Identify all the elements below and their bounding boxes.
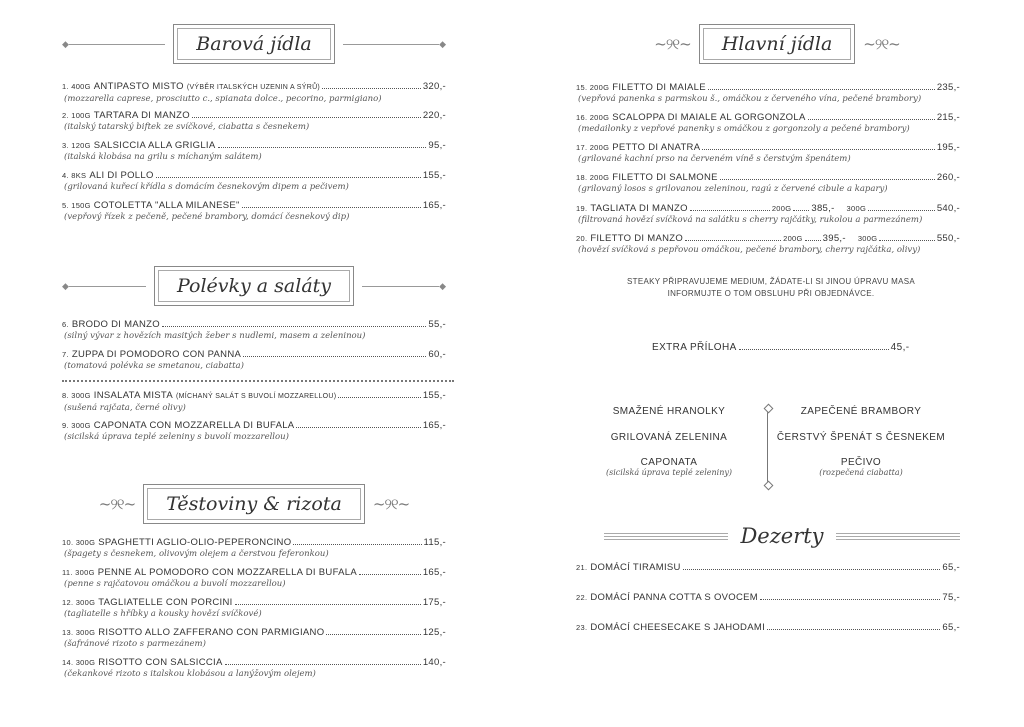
dot-leader — [683, 569, 941, 570]
side-item — [776, 457, 946, 477]
side-name: ČERSTVÝ ŠPENÁT S ČESNEKEM — [776, 432, 946, 443]
side-divider — [767, 408, 768, 486]
item-number: 15. 200G — [576, 83, 610, 92]
menu-item — [62, 567, 446, 590]
item-name: PETTO DI ANATRA — [612, 142, 701, 153]
item-price: 195,- — [936, 142, 960, 153]
item-number: 11. 300G — [62, 568, 95, 577]
item-price: 115,- — [423, 537, 446, 548]
item-price: 55,- — [428, 319, 446, 330]
item-description: (grilovaný losos s grilovanou zeleninou, ragú z červené cibule a kapary) — [578, 184, 888, 194]
item-name: RISOTTO CON SALSICCIA — [98, 657, 223, 668]
item-number: 1. 400G — [62, 82, 91, 91]
item-price: 385,- — [811, 203, 835, 214]
item-name: SALSICCIA ALLA GRIGLIA — [93, 140, 216, 151]
item-price: 395,- — [822, 233, 846, 244]
item-price: 60,- — [428, 349, 446, 360]
section-title: Polévky a saláty — [158, 270, 350, 302]
item-description: (medailonky z vepřové panenky s omáčkou z gorgonzoly a pečené brambory) — [578, 124, 910, 134]
item-price: 165,- — [422, 567, 446, 578]
item-number: 4. 8KS — [62, 171, 87, 180]
item-name: PENNE AL POMODORO CON MOZZARELLA DI BUFALA — [97, 567, 358, 578]
item-name: ZUPPA DI POMODORO CON PANNA — [71, 349, 242, 360]
item-number: 14. 300G — [62, 658, 96, 667]
swirl-ornament: ~୨୧~ — [654, 35, 691, 53]
item-price: 165,- — [422, 420, 446, 431]
menu-item — [62, 627, 446, 650]
item-number: 12. 300G — [62, 598, 96, 607]
menu-item — [576, 592, 960, 604]
item-name: CAPONATA CON MOZZARELLA DI BUFALA — [93, 420, 295, 431]
side-item — [584, 457, 754, 477]
item-price: 260,- — [936, 172, 960, 183]
item-description: (filtrovaná hovězí svíčková na salátku s cherry rajčátky, rukolou a parmezánem) — [578, 215, 923, 225]
side-name: SMAŽENÉ HRANOLKY — [612, 406, 726, 417]
dot-leader — [225, 664, 421, 665]
item-description: (grilované kachní prso na červeném víně s čerstvým špenátem) — [578, 154, 851, 164]
item-number: 21. — [576, 563, 588, 572]
dot-leader — [868, 210, 935, 211]
extra-side-dish — [652, 342, 910, 353]
text — [604, 536, 728, 537]
rule — [836, 531, 960, 542]
item-number: 3. 120G — [62, 141, 91, 150]
menu-item — [62, 110, 446, 133]
dot-leader — [760, 599, 940, 600]
swirl-ornament: ~୨୧~ — [98, 495, 136, 513]
side-dishes — [576, 406, 960, 492]
item-price: 125,- — [422, 627, 446, 638]
text: INFORMUJTE O TOM OBSLUHU PŘI OBJEDNÁVCE. — [667, 289, 875, 298]
item-name: BRODO DI MANZO — [71, 319, 160, 330]
title-frame — [143, 484, 365, 524]
menu-item — [62, 597, 446, 620]
item-name: INSALATA MISTA — [93, 390, 173, 401]
dot-leader — [296, 427, 420, 428]
text — [604, 539, 728, 540]
menu-item — [576, 203, 960, 226]
rule — [343, 44, 439, 45]
dot-leader — [162, 326, 426, 327]
swirl-ornament: ~୨୧~ — [863, 35, 900, 53]
swirl-ornament: ~୨୧~ — [372, 495, 410, 513]
item-weight: 300G — [846, 204, 867, 213]
item-number: 9. 300G — [62, 421, 91, 430]
dot-leader — [879, 240, 934, 241]
item-number: 17. 200G — [576, 143, 610, 152]
text — [836, 536, 960, 537]
section-header-barova — [62, 24, 446, 64]
item-description: (italský tatarský biftek ze svíčkové, ciabatta s česnekem) — [64, 122, 310, 132]
side-name: GRILOVANÁ ZELENINA — [610, 432, 728, 443]
text: 45,- — [890, 342, 910, 353]
item-name: FILETTO DI MANZO — [590, 233, 684, 244]
item-name: TARTARA DI MANZO — [93, 110, 190, 121]
item-description: (hovězí svíčková s pepřovou omáčkou, pečené brambory, cherry rajčátka, olivy) — [578, 245, 921, 255]
menu-item — [576, 622, 960, 634]
item-note: (VÝBĚR ITALSKÝCH UZENIN A SÝRŮ) — [186, 84, 321, 91]
dot-leader — [767, 629, 940, 630]
item-weight: 200G — [783, 234, 803, 243]
text — [836, 533, 960, 534]
item-number: 7. — [62, 350, 69, 359]
item-description: (silný vývar z hovězích masitých žeber s nudlemi, masem a zeleninou) — [64, 331, 366, 341]
dot-leader — [793, 210, 809, 211]
dot-leader — [243, 356, 426, 357]
menu-item — [62, 349, 446, 372]
menu-item — [576, 233, 960, 256]
rule — [69, 44, 165, 45]
menu-item — [62, 537, 446, 560]
dot-leader — [702, 149, 934, 150]
section-header-dezerty — [604, 524, 960, 548]
item-description: (vepřový řízek z pečeně, pečené brambory, domácí česnekový dip) — [64, 212, 350, 222]
text: STEAKY PŘIPRAVUJEME MEDIUM, ŽÁDATE-LI SI JINOU ÚPRAVU MASA — [627, 277, 915, 286]
item-number: 2. 100G — [62, 111, 91, 120]
pin-ornament: ◆ — [439, 38, 447, 49]
dot-leader — [720, 179, 935, 180]
section-title: Hlavní jídla — [703, 28, 852, 60]
item-name: DOMÁCÍ CHEESECAKE S JAHODAMI — [590, 622, 766, 633]
menu-item — [576, 172, 960, 195]
title-frame — [173, 24, 334, 64]
dot-leader — [690, 210, 770, 211]
item-price: 155,- — [422, 390, 446, 401]
item-price: 75,- — [942, 592, 960, 603]
side-name: PEČIVO — [840, 457, 882, 468]
item-number: 13. 300G — [62, 628, 96, 637]
item-number: 22. — [576, 593, 588, 602]
item-name: TAGLIATELLE CON PORCINI — [98, 597, 233, 608]
dot-leader — [242, 207, 421, 208]
menu-item — [62, 170, 446, 193]
item-weight: 200G — [771, 204, 792, 213]
item-price: 65,- — [942, 622, 960, 633]
item-number: 5. 150G — [62, 201, 91, 210]
item-description: (tomatová polévka se smetanou, ciabatta) — [64, 361, 244, 371]
section-header-testoviny — [62, 484, 446, 524]
menu-item — [576, 142, 960, 165]
dot-leader — [322, 88, 421, 89]
title-frame — [154, 266, 354, 306]
item-name: DOMÁCÍ TIRAMISU — [590, 562, 681, 573]
item-number: 18. 200G — [576, 173, 610, 182]
item-price: 235,- — [936, 82, 960, 93]
item-name: FILETTO DI SALMONE — [612, 172, 718, 183]
dot-leader — [708, 89, 935, 90]
item-name: FILETTO DI MAIALE — [612, 82, 706, 93]
item-price: 220,- — [422, 110, 446, 121]
item-description: (sušená rajčata, černé olivy) — [64, 403, 186, 413]
side-name: ZAPEČENÉ BRAMBORY — [800, 406, 922, 417]
item-price: 320,- — [422, 81, 446, 92]
item-price: 540,- — [936, 203, 960, 214]
item-description: (italská klobása na grilu s míchaným salátem) — [64, 152, 262, 162]
item-number: 6. — [62, 320, 69, 329]
dot-leader — [359, 574, 421, 575]
item-price: 215,- — [936, 112, 960, 123]
item-name: COTOLETTA "ALLA MILANESE" — [93, 200, 240, 211]
item-number: 10. 300G — [62, 538, 96, 547]
item-description: (vepřová panenka s parmskou š., omáčkou z červeného vína, pečené brambory) — [578, 94, 922, 104]
item-name: RISOTTO ALLO ZAFFERANO CON PARMIGIANO — [98, 627, 325, 638]
pin-ornament: ◆ — [62, 280, 69, 291]
menu-item — [62, 390, 446, 414]
item-description: (tagliatelle s hříbky a kousky hovězí svíčkové) — [64, 609, 262, 619]
pin-ornament: ◆ — [439, 280, 447, 291]
item-name: DOMÁCÍ PANNA COTTA S OVOCEM — [590, 592, 759, 603]
rule — [69, 286, 146, 287]
menu-item — [62, 319, 446, 342]
item-price: 155,- — [422, 170, 446, 181]
menu-item — [576, 112, 960, 135]
item-number: 23. — [576, 623, 588, 632]
item-price: 140,- — [422, 657, 446, 668]
section-header-polevky — [62, 266, 446, 306]
side-item — [776, 432, 946, 443]
side-item — [584, 406, 754, 417]
dot-leader — [293, 544, 421, 545]
dotted-separator — [62, 380, 454, 382]
title-frame — [699, 24, 856, 64]
item-price: 175,- — [422, 597, 446, 608]
item-description: (šafránové rizoto s parmezánem) — [64, 639, 206, 649]
section-title: Dezerty — [740, 524, 824, 548]
item-description: (sicilská úprava teplé zeleniny s buvolí mozzarellou) — [64, 432, 289, 442]
item-price: 165,- — [422, 200, 446, 211]
section-title: Těstoviny & rizota — [147, 488, 361, 520]
text: EXTRA PŘÍLOHA — [652, 342, 737, 353]
dot-leader — [156, 177, 421, 178]
side-description: (sicilská úprava teplé zeleniny) — [606, 468, 732, 477]
dot-leader — [326, 634, 420, 635]
item-price: 95,- — [428, 140, 446, 151]
steak-note — [616, 276, 926, 300]
rule — [604, 531, 728, 542]
section-header-hlavni — [594, 24, 960, 64]
dot-leader — [218, 147, 427, 148]
item-name: SPAGHETTI AGLIO-OLIO-PEPERONCINO — [98, 537, 292, 548]
item-number: 19. — [576, 204, 588, 213]
side-name: CAPONATA — [640, 457, 698, 468]
dot-leader — [739, 349, 889, 350]
side-item — [584, 432, 754, 443]
item-weight: 300G — [857, 234, 878, 243]
menu-item — [62, 420, 446, 443]
menu-item — [62, 657, 446, 680]
item-price: 550,- — [936, 233, 960, 244]
item-description: (penne s rajčatovou omáčkou a buvolí mozzarellou) — [64, 579, 286, 589]
dot-leader — [808, 119, 935, 120]
item-number: 8. 300G — [62, 391, 91, 400]
item-number: 16. 200G — [576, 113, 610, 122]
item-number: 20. — [576, 234, 588, 243]
dot-leader — [192, 117, 421, 118]
dot-leader — [235, 604, 421, 605]
text — [836, 539, 960, 540]
side-item — [776, 406, 946, 417]
item-name: SCALOPPA DI MAIALE AL GORGONZOLA — [612, 112, 806, 123]
dot-leader — [338, 397, 420, 398]
item-price: 65,- — [942, 562, 960, 573]
item-name: TAGLIATA DI MANZO — [590, 203, 688, 214]
menu-item — [576, 82, 960, 105]
menu-item — [62, 140, 446, 163]
dot-leader — [805, 240, 821, 241]
item-description: (grilovaná kuřecí křídla s domácím česnekovým dipem a pečivem) — [64, 182, 349, 192]
pin-ornament: ◆ — [62, 38, 69, 49]
menu-item — [62, 200, 446, 223]
item-description: (mozzarella caprese, prosciutto c., spianata dolce., pecorino, parmigiano) — [64, 94, 382, 104]
item-description: (špagety s česnekem, olivovým olejem a čerstvou feferonkou) — [64, 549, 329, 559]
section-title: Barová jídla — [177, 28, 330, 60]
item-description: (čekankové rizoto s italskou klobásou a lanýžovým olejem) — [64, 669, 316, 679]
menu-item — [576, 562, 960, 574]
item-name: ANTIPASTO MISTO — [93, 81, 184, 92]
side-description: (rozpečená ciabatta) — [819, 468, 903, 477]
menu-item — [62, 81, 446, 105]
text — [604, 533, 728, 534]
rule — [362, 286, 439, 287]
dot-leader — [685, 240, 781, 241]
item-note: (MÍCHANÝ SALÁT S BUVOLÍ MOZZARELLOU) — [175, 393, 337, 400]
item-name: ALI DI POLLO — [89, 170, 154, 181]
